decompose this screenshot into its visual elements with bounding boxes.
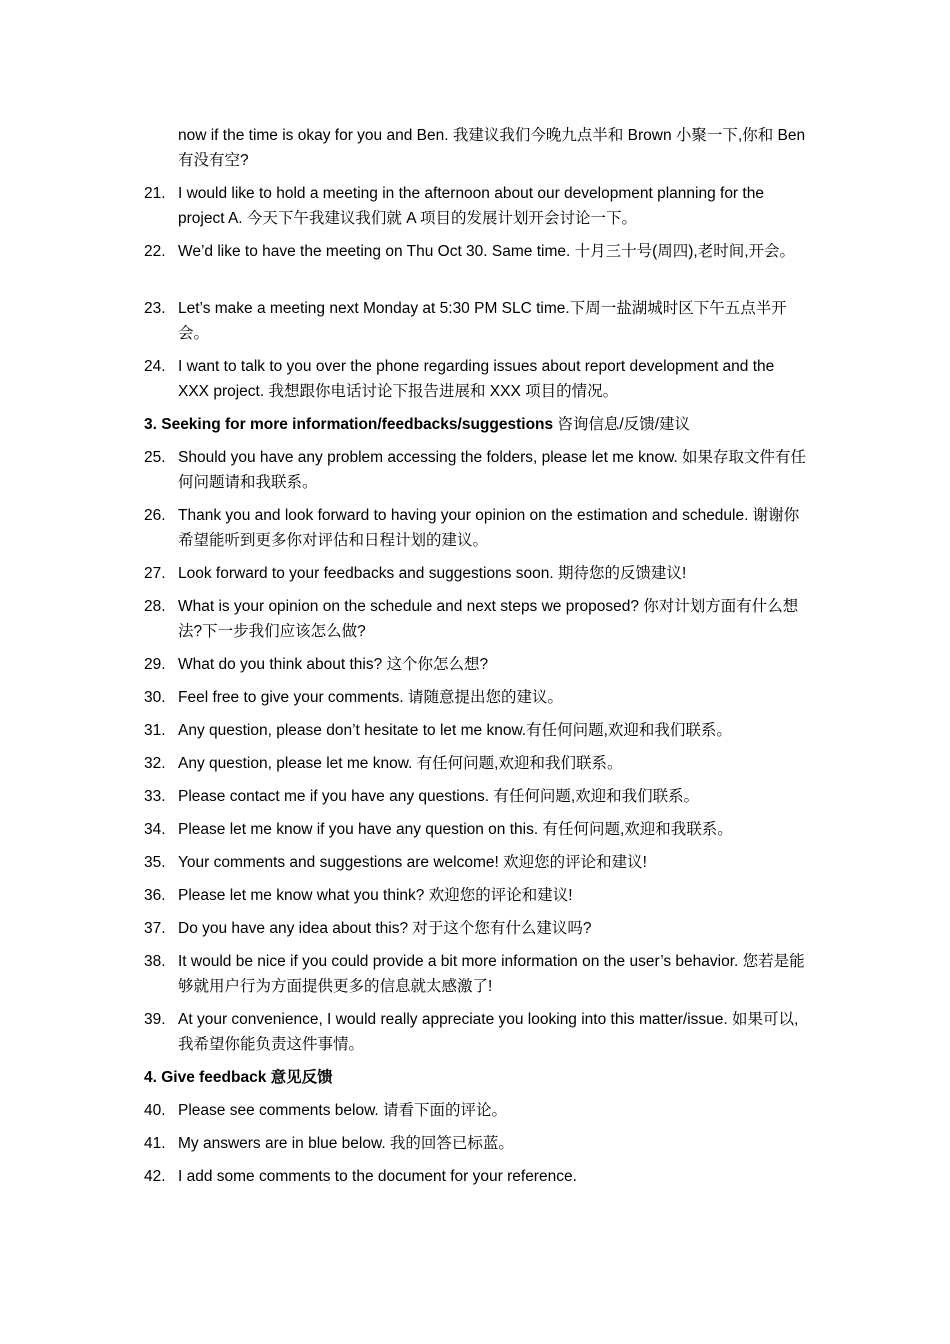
item-number: 34.: [144, 821, 166, 838]
list-group-c: [144, 445, 808, 1057]
list-group-b: [144, 296, 808, 404]
item-text: Please let me know what you think? 欢迎您的评论和建议!: [178, 887, 573, 904]
item-number: 31.: [144, 722, 166, 739]
item-number: 40.: [144, 1102, 166, 1119]
item-number: 29.: [144, 656, 166, 673]
list-item: [144, 784, 808, 809]
item-number: 38.: [144, 953, 166, 970]
item-text: Look forward to your feedbacks and suggestions soon. 期待您的反馈建议!: [178, 565, 687, 582]
item-text: I would like to hold a meeting in the afternoon about our development planning for the project A. 今天下午我建议我们就 A 项目的发展计划开会讨论一下。: [178, 185, 764, 227]
item-text: Feel free to give your comments. 请随意提出您的建议。: [178, 689, 564, 706]
item-text: Your comments and suggestions are welcome! 欢迎您的评论和建议!: [178, 854, 647, 871]
item-number: 24.: [144, 358, 166, 375]
item-text: Do you have any idea about this? 对于这个您有什么建议吗?: [178, 920, 592, 937]
item-text: At your convenience, I would really appreciate you looking into this matter/issue. 如果可以,我希望你能负责这件事情。: [178, 1011, 799, 1053]
list-item: [144, 239, 808, 264]
list-item: [144, 949, 808, 999]
list-item: [144, 850, 808, 875]
item-number: 36.: [144, 887, 166, 904]
item-text: My answers are in blue below. 我的回答已标蓝。: [178, 1135, 514, 1152]
list-item: [144, 1007, 808, 1057]
item-text: Should you have any problem accessing the folders, please let me know. 如果存取文件有任何问题请和我联系。: [178, 449, 807, 491]
item-text: We’d like to have the meeting on Thu Oct 30. Same time. 十月三十号(周四),老时间,开会。: [178, 243, 796, 260]
item-number: 41.: [144, 1135, 166, 1152]
list-item: [144, 1164, 808, 1189]
item-number: 35.: [144, 854, 166, 871]
list-item: [144, 685, 808, 710]
item-number: 32.: [144, 755, 166, 772]
item-text: What do you think about this? 这个你怎么想?: [178, 656, 489, 673]
list-item: [144, 916, 808, 941]
section-heading-4: [144, 1065, 808, 1090]
item-text: Any question, please let me know. 有任何问题,欢迎和我们联系。: [178, 755, 623, 772]
list-item: [144, 1098, 808, 1123]
list-item: [144, 1131, 808, 1156]
list-item: [144, 354, 808, 404]
item-text: I add some comments to the document for your reference.: [178, 1168, 577, 1185]
continuation-paragraph: now if the time is okay for you and Ben. 我建议我们今晚九点半和 Brown 小聚一下,你和 Ben 有没有空?: [178, 127, 806, 169]
section-heading-3: [144, 412, 808, 437]
list-item: [144, 503, 808, 553]
list-group-a: [144, 181, 808, 264]
list-item: [144, 718, 808, 743]
section-heading-en: 4. Give feedback: [144, 1069, 267, 1086]
item-number: 22.: [144, 243, 166, 260]
blank-line: [144, 272, 808, 296]
item-number: 25.: [144, 449, 166, 466]
item-number: 30.: [144, 689, 166, 706]
item-text: What is your opinion on the schedule and next steps we proposed? 你对计划方面有什么想法?下一步我们应该怎么做?: [178, 598, 799, 640]
item-number: 23.: [144, 300, 166, 317]
list-item: [144, 883, 808, 908]
list-item: [144, 445, 808, 495]
item-text: Let’s make a meeting next Monday at 5:30 PM SLC time.下周一盐湖城时区下午五点半开会。: [178, 300, 787, 342]
list-item: [144, 751, 808, 776]
list-item: [144, 817, 808, 842]
item-text: Please contact me if you have any questions. 有任何问题,欢迎和我们联系。: [178, 788, 700, 805]
list-item: [144, 652, 808, 677]
item-text: Thank you and look forward to having your opinion on the estimation and schedule. 谢谢你希望能听到更多你对评估和日程计划的建议。: [178, 507, 800, 549]
item-number: 42.: [144, 1168, 166, 1185]
list-item: [144, 594, 808, 644]
list-item: [144, 561, 808, 586]
list-item: [144, 296, 808, 346]
item-number: 28.: [144, 598, 166, 615]
section-heading-zh: 意见反馈: [266, 1069, 333, 1086]
item-text: Please let me know if you have any question on this. 有任何问题,欢迎和我联系。: [178, 821, 733, 838]
item-number: 26.: [144, 507, 166, 524]
item-number: 33.: [144, 788, 166, 805]
section-heading-en: 3. Seeking for more information/feedbacks/suggestions: [144, 416, 554, 433]
item-number: 21.: [144, 185, 166, 202]
item-number: 27.: [144, 565, 166, 582]
list-group-d: [144, 1098, 808, 1189]
item-text: Please see comments below. 请看下面的评论。: [178, 1102, 508, 1119]
item-text: Any question, please don’t hesitate to let me know.有任何问题,欢迎和我们联系。: [178, 722, 732, 739]
section-heading-zh: 咨询信息/反馈/建议: [553, 416, 691, 433]
item-number: 39.: [144, 1011, 166, 1028]
list-item: [144, 181, 808, 231]
item-text: I want to talk to you over the phone regarding issues about report development and the XXX project. 我想跟你电话讨论下报告进展和 XXX 项目的情况。: [178, 358, 775, 400]
item-number: 37.: [144, 920, 166, 937]
document-body: [144, 123, 808, 1197]
item-text: It would be nice if you could provide a bit more information on the user’s behavior. 您若是能够就用户行为方面提供更多的信息就太感激了!: [178, 953, 805, 995]
